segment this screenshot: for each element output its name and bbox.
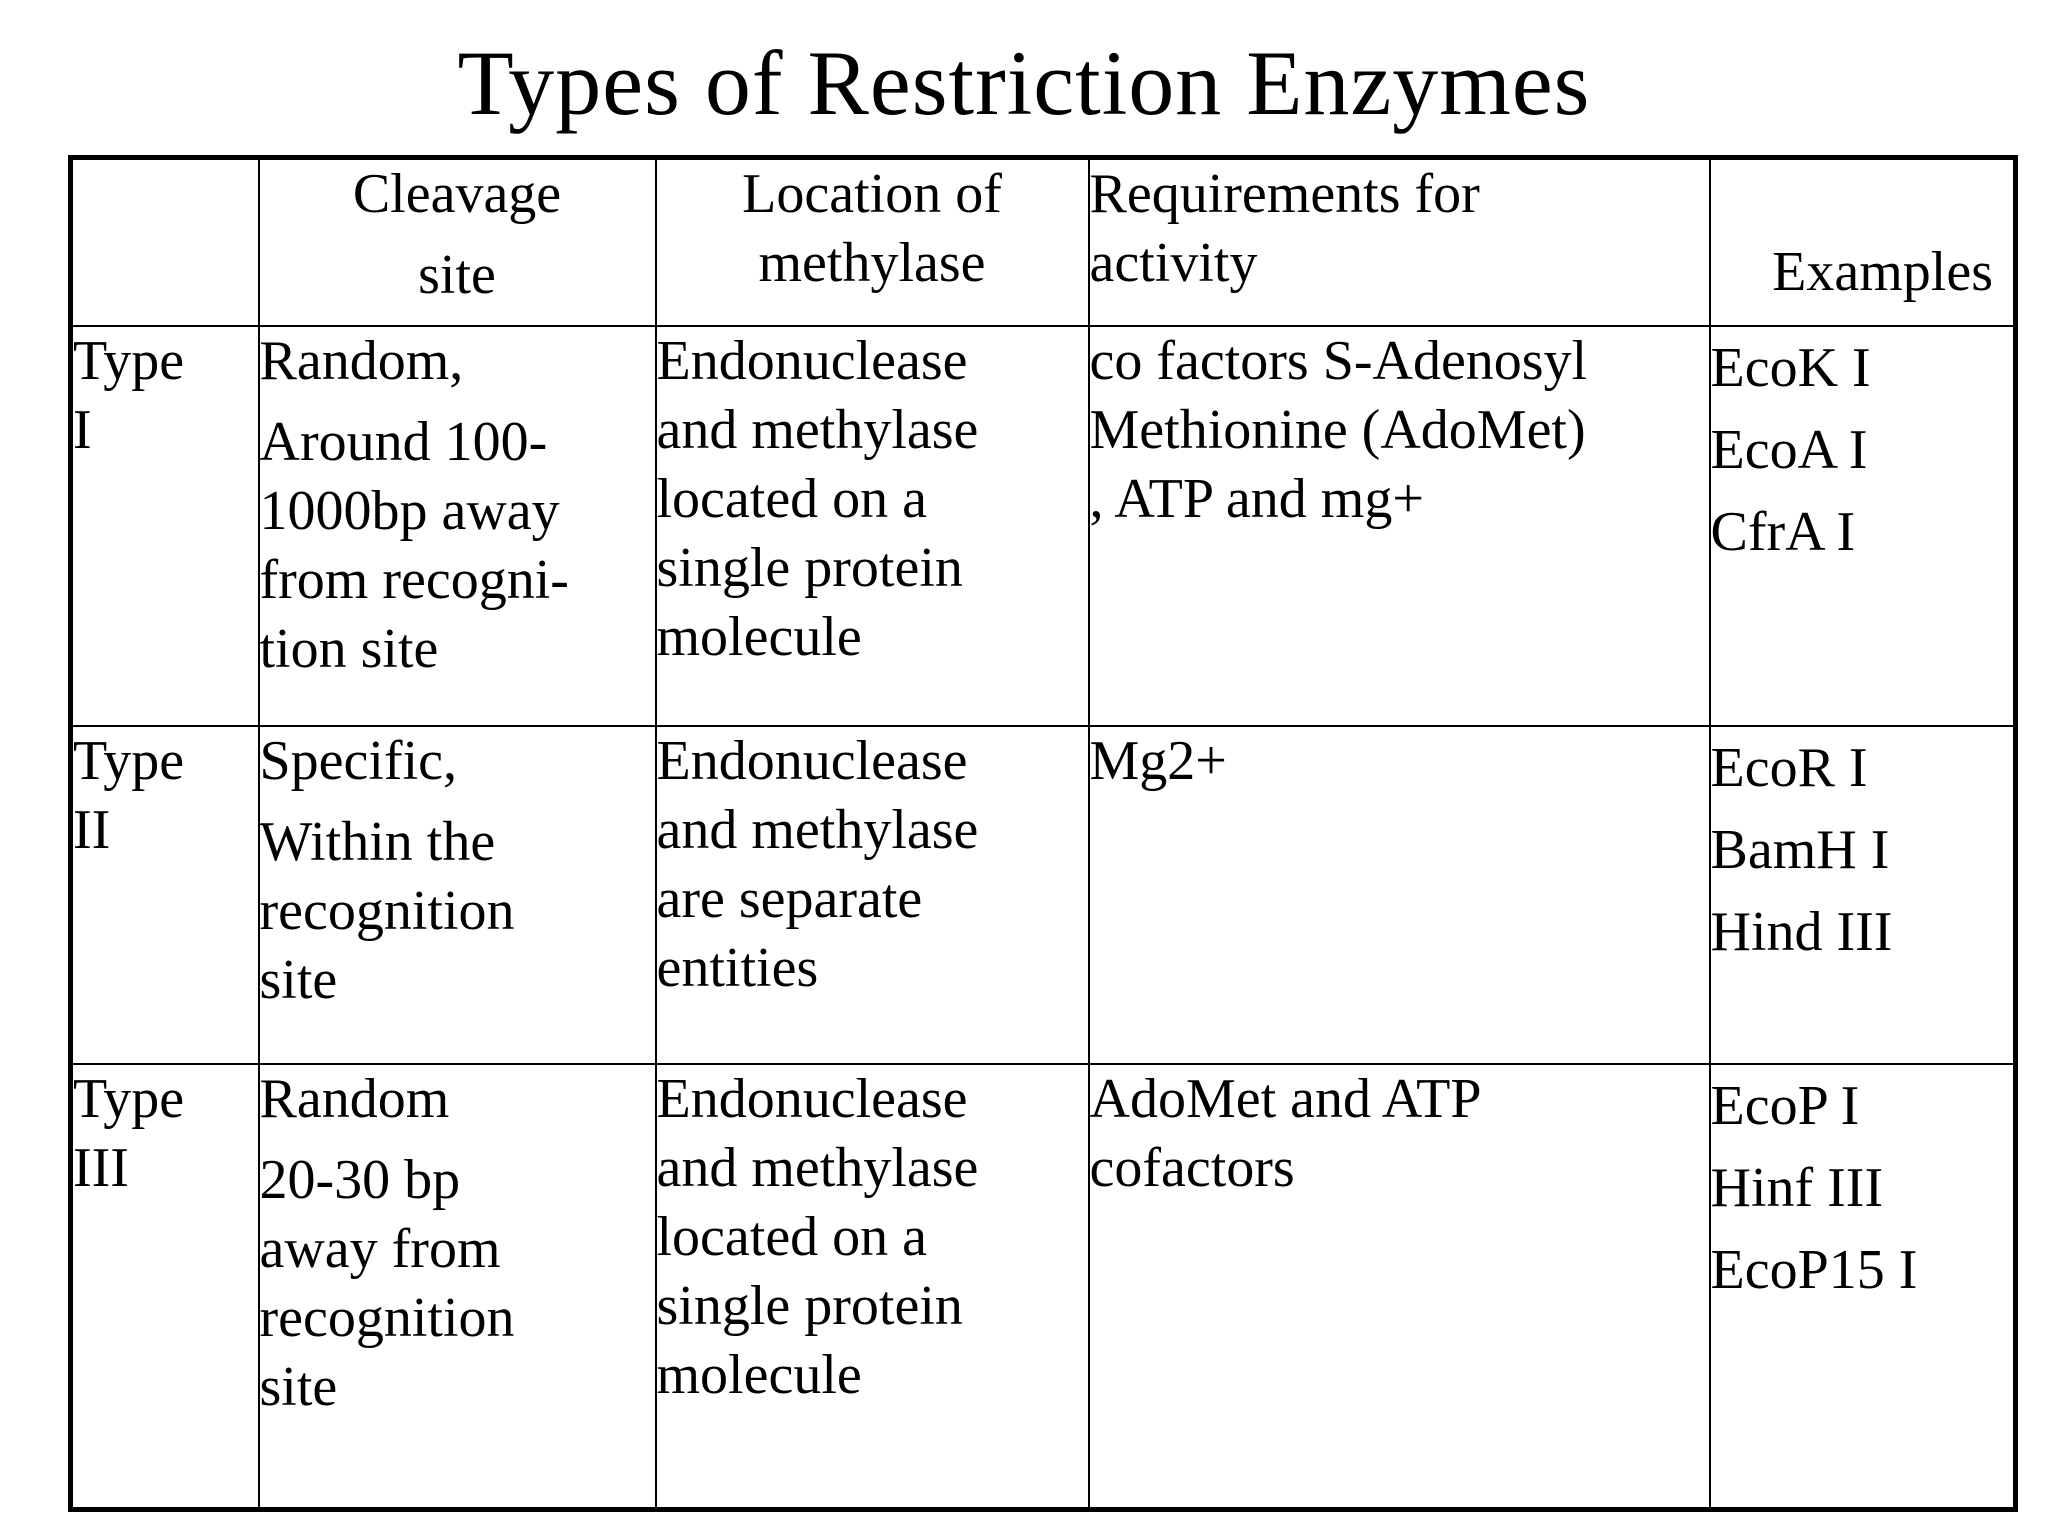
cleavage-site-cell: Specific, Within the recognition site [259, 726, 656, 1064]
header-location-of-methylase: Location of methylase [656, 158, 1089, 326]
examples-cell: EcoK I EcoA I CfrA I [1710, 326, 2016, 726]
slide-title: Types of Restriction Enzymes [457, 32, 1591, 134]
restriction-enzyme-table [68, 155, 2018, 1512]
type-cell: Type II [71, 726, 259, 1064]
header-corner-cell [71, 158, 259, 326]
requirements-cell: co factors S-Adenosyl Methionine (AdoMet) , ATP and mg+ [1089, 326, 1710, 726]
table-row-type-i [71, 326, 2016, 726]
cleavage-site-cell: Random 20-30 bp away from recognition site [259, 1064, 656, 1510]
header-requirements-for-activity: Requirements for activity [1089, 158, 1710, 326]
table-row-type-iii [71, 1064, 2016, 1510]
methylase-location-cell: Endonuclease and methylase located on a single protein molecule [656, 1064, 1089, 1510]
requirements-cell: AdoMet and ATP cofactors [1089, 1064, 1710, 1510]
requirements-cell: Mg2+ [1089, 726, 1710, 1064]
type-cell: Type III [71, 1064, 259, 1510]
type-cell: Type I [71, 326, 259, 726]
examples-cell: EcoR I BamH I Hind III [1710, 726, 2016, 1064]
methylase-location-cell: Endonuclease and methylase located on a single protein molecule [656, 326, 1089, 726]
cleavage-site-cell: Random, Around 100- 1000bp away from recogni- tion site [259, 326, 656, 726]
header-examples: Examples [1710, 158, 2016, 326]
table-header-row [71, 158, 2016, 326]
header-cleavage-site: Cleavage site [259, 158, 656, 326]
methylase-location-cell: Endonuclease and methylase are separate entities [656, 726, 1089, 1064]
examples-cell: EcoP I Hinf III EcoP15 I [1710, 1064, 2016, 1510]
table-row-type-ii [71, 726, 2016, 1064]
